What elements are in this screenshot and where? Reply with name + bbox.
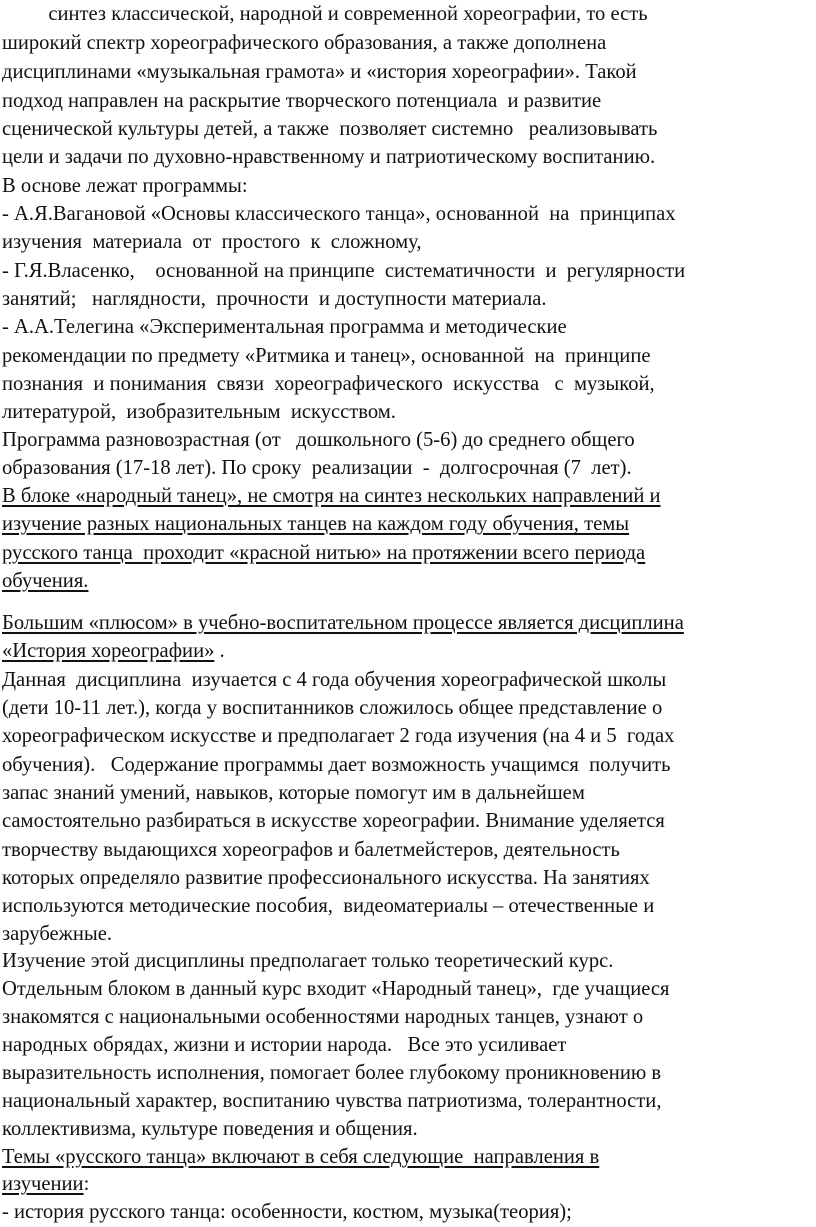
paragraph-text: . (214, 640, 225, 662)
paragraph-line: (дети 10-11 лет.), когда у воспитанников сложилось общее представление о (2, 697, 663, 719)
paragraph-line: народных обрядах, жизни и истории народа. Все это усиливает (2, 1034, 567, 1056)
paragraph-line: подход направлен на раскрытие творческого потенциала и развитие (2, 90, 602, 112)
paragraph-line: синтез классической, народной и современной хореографии, то есть (2, 3, 648, 25)
paragraph-line (2, 637, 225, 666)
paragraph-line (2, 1170, 89, 1199)
paragraph-line: рекомендации по предмету «Ритмика и танец», основанной на принципе (2, 345, 651, 367)
paragraph-line: знакомятся с национальными особенностями народных танцев, узнают о (2, 1006, 644, 1028)
paragraph-line: сценической культуры детей, а также позволяет системно реализовывать (2, 118, 658, 140)
paragraph-line: - А.Я.Вагановой «Основы классического танца», основанной на принципах (2, 203, 676, 225)
underlined-text: изучении (2, 1173, 84, 1195)
paragraph-line: образования (17-18 лет). По сроку реализации - долгосрочная (7 лет). (2, 457, 632, 479)
paragraph-line: литературой, изобразительным искусством. (2, 401, 396, 423)
paragraph-line: самостоятельно разбираться в искусстве хореографии. Внимание уделяется (2, 810, 665, 832)
paragraph-line: Отдельным блоком в данный курс входит «Народный танец», где учащиеся (2, 978, 670, 1000)
paragraph-line: Данная дисциплина изучается с 4 года обучения хореографической школы (2, 669, 667, 691)
paragraph-line: изучения материала от простого к сложному, (2, 231, 422, 253)
paragraph-text: : (83, 1173, 90, 1195)
paragraph-line: цели и задачи по духовно-нравственному и патриотическому воспитанию. (2, 146, 656, 168)
paragraph-line: - история русского танца: особенности, костюм, музыка(теория); (2, 1201, 572, 1223)
underlined-line: русского танца проходит «красной нитью» на протяжении всего периода (2, 542, 646, 564)
paragraph-line: творчеству выдающихся хореографов и балетмейстеров, деятельность (2, 839, 620, 861)
paragraph-line: хореографическом искусстве и предполагает 2 года изучения (на 4 и 5 годах (2, 725, 675, 747)
paragraph-line: В основе лежат программы: (2, 175, 248, 197)
paragraph-line: выразительность исполнения, помогает более глубокому проникновению в (2, 1062, 662, 1084)
paragraph-line: коллективизма, культуре поведения и общения. (2, 1118, 418, 1140)
paragraph-line: используются методические пособия, видеоматериалы – отечественные и (2, 895, 655, 917)
paragraph-line: Изучение этой дисциплины предполагает только теоретический курс. (2, 950, 614, 972)
paragraph-line: - А.А.Телегина «Экспериментальная программа и методические (2, 316, 567, 338)
paragraph-line: национальный характер, воспитанию чувства патриотизма, толерантности, (2, 1090, 662, 1112)
paragraph-line: занятий; наглядности, прочности и доступности материала. (2, 288, 547, 310)
paragraph-line: познания и понимания связи хореографического искусства с музыкой, (2, 373, 655, 395)
underlined-text: «История хореографии» (2, 640, 215, 662)
paragraph-line: которых определяло развитие профессионального искусства. На занятиях (2, 867, 650, 889)
paragraph-line: широкий спектр хореографического образования, а также дополнена (2, 32, 607, 54)
underlined-line: Темы «русского танца» включают в себя следующие направления в (2, 1146, 600, 1168)
paragraph-line: Программа разновозрастная (от дошкольного (5-6) до среднего общего (2, 429, 635, 451)
paragraph-line: дисциплинами «музыкальная грамота» и «история хореографии». Такой (2, 61, 637, 83)
underlined-line: Большим «плюсом» в учебно-воспитательном процессе является дисциплина (2, 612, 684, 634)
paragraph-line: зарубежные. (2, 923, 113, 945)
underlined-line: В блоке «народный танец», не смотря на синтез нескольких направлений и (2, 485, 661, 507)
paragraph-line: - Г.Я.Власенко, основанной на принципе систематичности и регулярности (2, 260, 686, 282)
underlined-line: обучения. (2, 570, 89, 592)
paragraph-line: запас знаний умений, навыков, которые помогут им в дальнейшем (2, 782, 585, 804)
underlined-line: изучение разных национальных танцев на каждом году обучения, темы (2, 513, 630, 535)
paragraph-line: обучения). Содержание программы дает возможность учащимся получить (2, 754, 671, 776)
